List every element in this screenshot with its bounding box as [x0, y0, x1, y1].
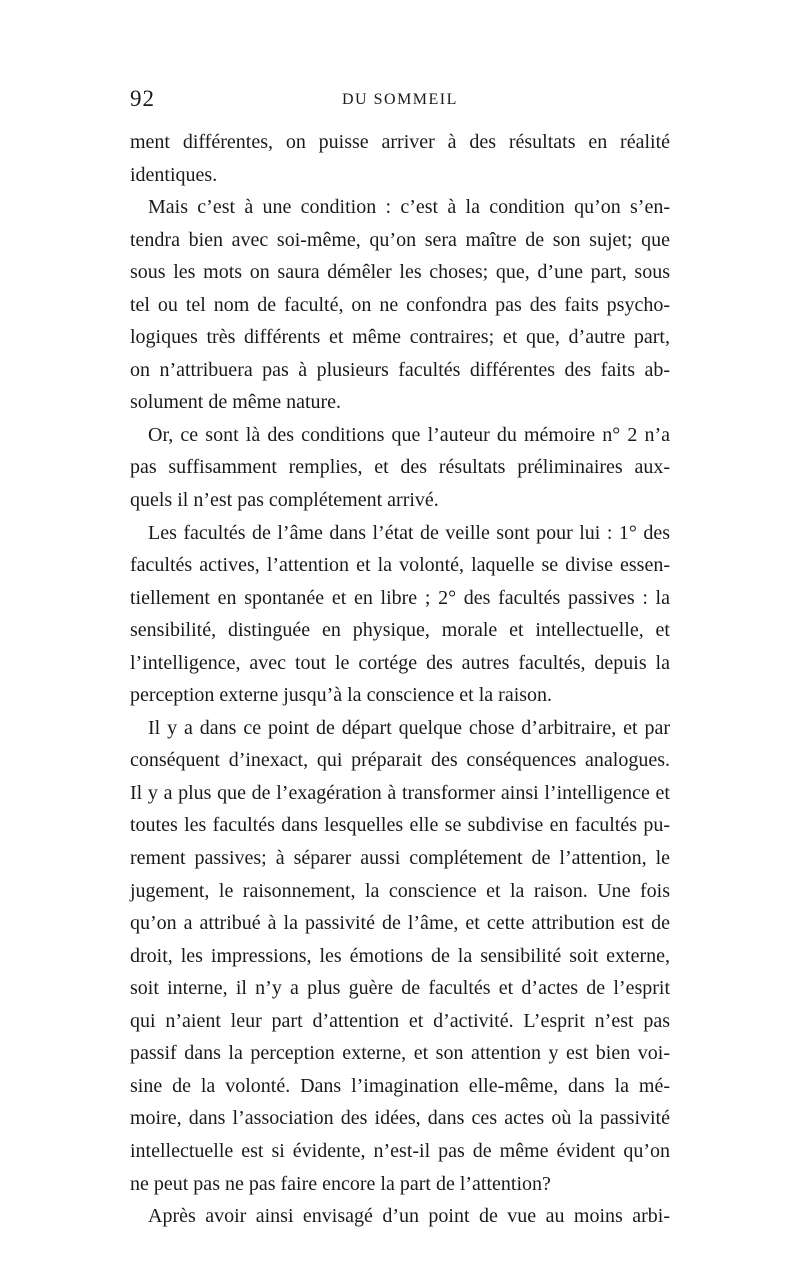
text-line: conséquent d’inexact, qui préparait des conséquences analogues.: [130, 749, 670, 772]
text-line: identiques.: [130, 163, 218, 186]
text-line: intellectuelle est si évidente, n’est-il pas de même évident qu’on: [130, 1139, 670, 1162]
running-title: DU SOMMEIL: [342, 91, 458, 108]
text-line: Mais c’est à une condition : c’est à la condition qu’on s’en-: [148, 196, 670, 219]
text-line: soit interne, il n’y a plus guère de facultés et d’actes de l’esprit: [130, 977, 670, 1000]
text-line: ne peut pas ne pas faire encore la part de l’attention?: [130, 1172, 551, 1195]
text-line: passif dans la perception externe, et son attention y est bien voi-: [130, 1042, 670, 1065]
text-line: qu’on a attribué à la passivité de l’âme, et cette attribution est de: [130, 912, 670, 935]
body-text: [130, 126, 670, 1233]
text-line: Il y a plus que de l’exagération à transformer ainsi l’intelligence et: [130, 781, 670, 804]
text-line: qui n’aient leur part d’attention et d’activité. L’esprit n’est pas: [130, 1009, 670, 1032]
text-line: l’intelligence, avec tout le cortége des autres facultés, depuis la: [130, 651, 670, 674]
text-line: Après avoir ainsi envisagé d’un point de vue au moins arbi-: [148, 1205, 670, 1228]
running-head: [130, 86, 670, 116]
text-line: pas suffisamment remplies, et des résultats préliminaires aux-: [130, 456, 670, 479]
text-line: ment différentes, on puisse arriver à des résultats en réalité: [130, 131, 670, 153]
text-line: toutes les facultés dans lesquelles elle se subdivise en facultés pu-: [130, 814, 670, 837]
text-line: quels il n’est pas complétement arrivé.: [130, 489, 439, 512]
text-line: tendra bien avec soi-même, qu’on sera maître de son sujet; que: [130, 228, 670, 251]
text-line: rement passives; à séparer aussi complétement de l’attention, le: [130, 847, 670, 870]
text-line: tel ou tel nom de faculté, on ne confondra pas des faits psycho-: [130, 293, 670, 316]
text-line: Il y a dans ce point de départ quelque chose d’arbitraire, et par: [148, 716, 670, 739]
text-line: Les facultés de l’âme dans l’état de veille sont pour lui : 1° des: [148, 521, 670, 544]
text-line: droit, les impressions, les émotions de la sensibilité soit externe,: [130, 944, 670, 967]
page-number: 92: [130, 86, 155, 111]
text-line: perception externe jusqu’à la conscience et la raison.: [130, 684, 553, 707]
text-line: moire, dans l’association des idées, dans ces actes où la passivité: [130, 1107, 670, 1130]
text-line: sine de la volonté. Dans l’imagination elle-même, dans la mé-: [130, 1074, 670, 1097]
text-line: solument de même nature.: [130, 391, 342, 414]
text-line: on n’attribuera pas à plusieurs facultés différentes des faits ab-: [130, 358, 670, 381]
text-line: facultés actives, l’attention et la volonté, laquelle se divise essen-: [130, 554, 670, 577]
text-line: sous les mots on saura démêler les choses; que, d’une part, sous: [130, 261, 670, 284]
text-line: jugement, le raisonnement, la conscience et la raison. Une fois: [130, 879, 670, 902]
text-line: Or, ce sont là des conditions que l’auteur du mémoire n° 2 n’a: [148, 423, 670, 446]
text-line: tiellement en spontanée et en libre ; 2° des facultés passives : la: [130, 586, 670, 609]
text-line: sensibilité, distinguée en physique, morale et intellectuelle, et: [130, 619, 670, 642]
text-line: logiques très différents et même contraires; et que, d’autre part,: [130, 326, 670, 349]
